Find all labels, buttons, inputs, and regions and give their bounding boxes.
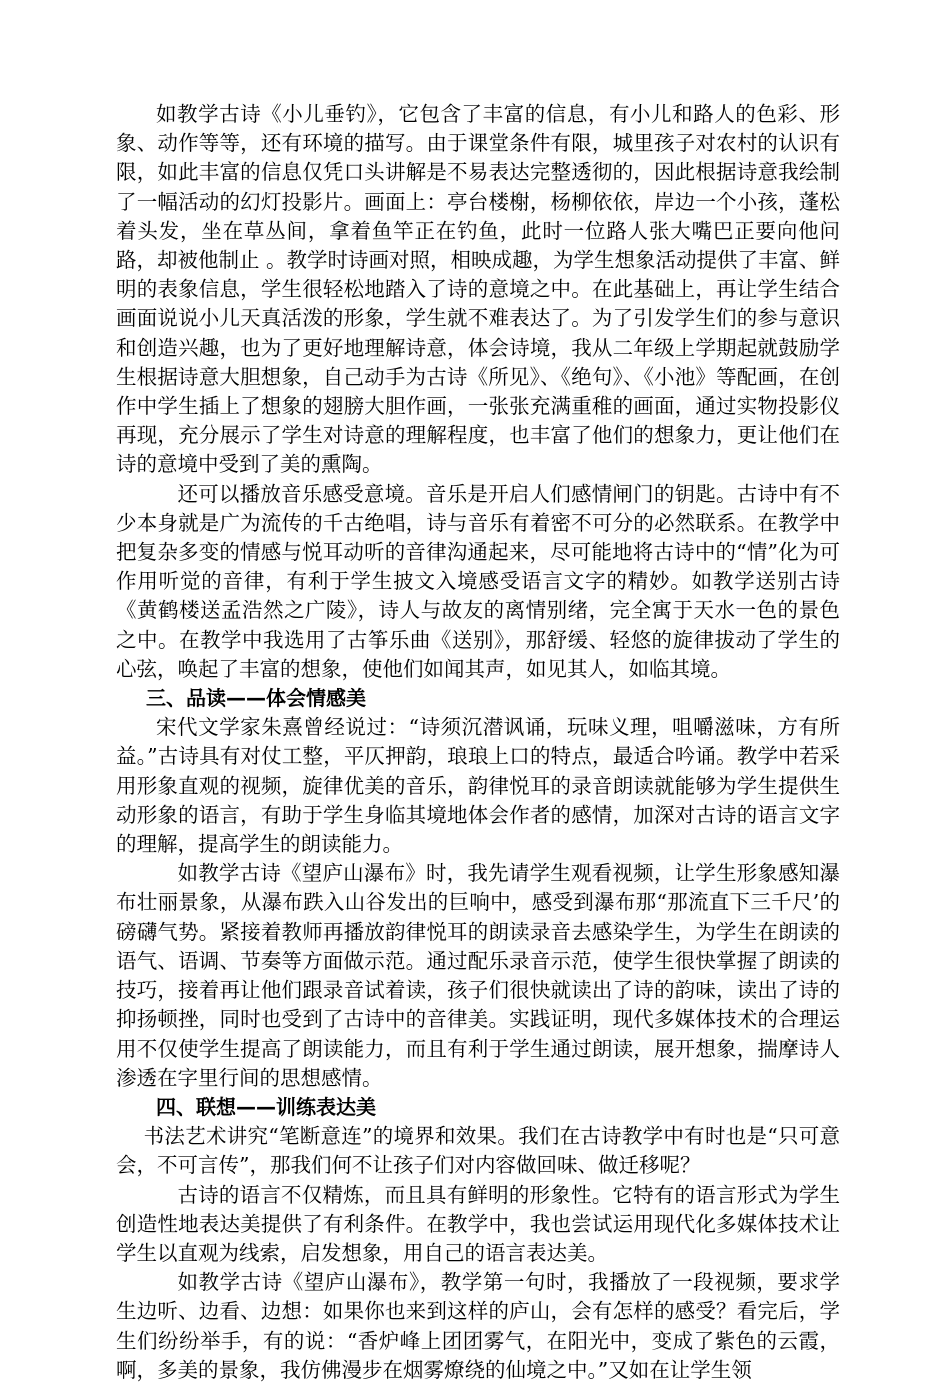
section-heading-4: 四、联想——训练表达美 [156,1094,376,1119]
paragraph-4: 如教学古诗《望庐山瀑布》时，我先请学生观看视频，让学生形象感知瀑布壮丽景象，从瀑布跌入山谷发出的巨响中，感受到瀑布那“那流直下三千尺’的磅礴气势。紧接着教师再播放韵律悦耳的朗读录音去感染学生，为学生在朗读的语气、语调、节奏等方面做示范。通过配乐录音示范，使学生很快掌握了朗读的技巧，接着再让他们跟录音试着读，孩子们很快就读出了诗的韵味，读出了诗的抑扬顿挫，同时也受到了古诗中的音律美。实践证明，现代多媒体技术的合理运用不仅使学生提高了朗读能力，而且有利于学生通过朗读，展开想象，揣摩诗人渗透在字里行间的思想感情。 [116,861,840,1090]
section-heading-3: 三、品读——体会情感美 [146,686,366,711]
paragraph-7: 如教学古诗《望庐山瀑布》，教学第一句时，我播放了一段视频，要求学生边听、边看、边想：如果你也来到这样的庐山，会有怎样的感受？看完后，学生们纷纷举手，有的说：“香炉峰上团团雾气，在阳光中，变成了紫色的云霞，啊，多美的景象，我仿佛漫步在烟雾燎绕的仙境之中。”又如在让学生领 [116,1270,840,1382]
paragraph-3: 宋代文学家朱熹曾经说过：“诗须沉潜讽诵，玩味义理，咀嚼滋味，方有所益。”古诗具有对仗工整，平仄押韵，琅琅上口的特点，最适合吟诵。教学中若采用形象直观的视频，旋律优美的音乐，韵律悦耳的录音朗读就能够为学生提供生动形象的语言，有助于学生身临其境地体会作者的感情，加深对古诗的语言文字的理解，提高学生的朗读能力。 [116,715,840,857]
document-page [116,100,840,1385]
paragraph-1: 如教学古诗《小儿垂钓》，它包含了丰富的信息，有小儿和路人的色彩、形象、动作等等，还有环境的描写。由于课堂条件有限，城里孩子对农村的认识有限，如此丰富的信息仅凭口头讲解是不易表达完整透彻的，因此根据诗意我绘制了一幅活动的幻灯投影片。画面上：亭台楼榭，杨柳依依，岸边一个小孩，蓬松着头发，坐在草丛间，拿着鱼竿正在钓鱼，此时一位路人张大嘴巴正要向他问路，却被他制止 。教学时诗画对照，相映成趣，为学生想象活动提供了丰富、鲜明的表象信息，学生很轻松地踏入了诗的意境之中。在此基础上，再让学生结合画面说说小儿天真活泼的形象，学生就不难表达了。为了引发学生们的参与意识和创造兴趣，也为了更好地理解诗意，体会诗境，我从二年级上学期起就鼓励学生根据诗意大胆想象，自己动手为古诗《所见》、《绝句》、《小池》等配画，在创作中学生插上了想象的翅膀大胆作画，一张张充满重稚的画面，通过实物投影仪再现，充分展示了学生对诗意的理解程度，也丰富了他们的想象力，更让他们在诗的意境中受到了美的熏陶。 [116,102,841,477]
paragraph-5: 书法艺术讲究“笔断意连”的境界和效果。我们在古诗教学中有时也是“只可意会，不可言传”，那我们何不让孩子们对内容做回味、做迁移呢？ [116,1124,840,1178]
paragraph-2: 还可以播放音乐感受意境。音乐是开启人们感情闸门的钥匙。古诗中有不少本身就是广为流传的千古绝唱，诗与音乐有着密不可分的必然联系。在教学中把复杂多变的情感与悦耳动听的音律沟通起来，尽可能地将古诗中的“情”化为可作用听觉的音律，有利于学生披文入境感受语言文字的精妙。如教学送别古诗《黄鹤楼送孟浩然之广陵》，诗人与故友的离情别绪，完全寓于天水一色的景色之中。在教学中我选用了古筝乐曲《送别》，那舒缓、轻悠的旋律拔动了学生的心弦，唤起了丰富的想象，使他们如闻其声，如见其人，如临其境。 [116,481,840,681]
paragraph-6: 古诗的语言不仅精炼，而且具有鲜明的形象性。它特有的语言形式为学生创造性地表达美提供了有利条件。在教学中，我也尝试运用现代化多媒体技术让学生以直观为线索，启发想象，用自己的语言表达美。 [116,1182,840,1265]
